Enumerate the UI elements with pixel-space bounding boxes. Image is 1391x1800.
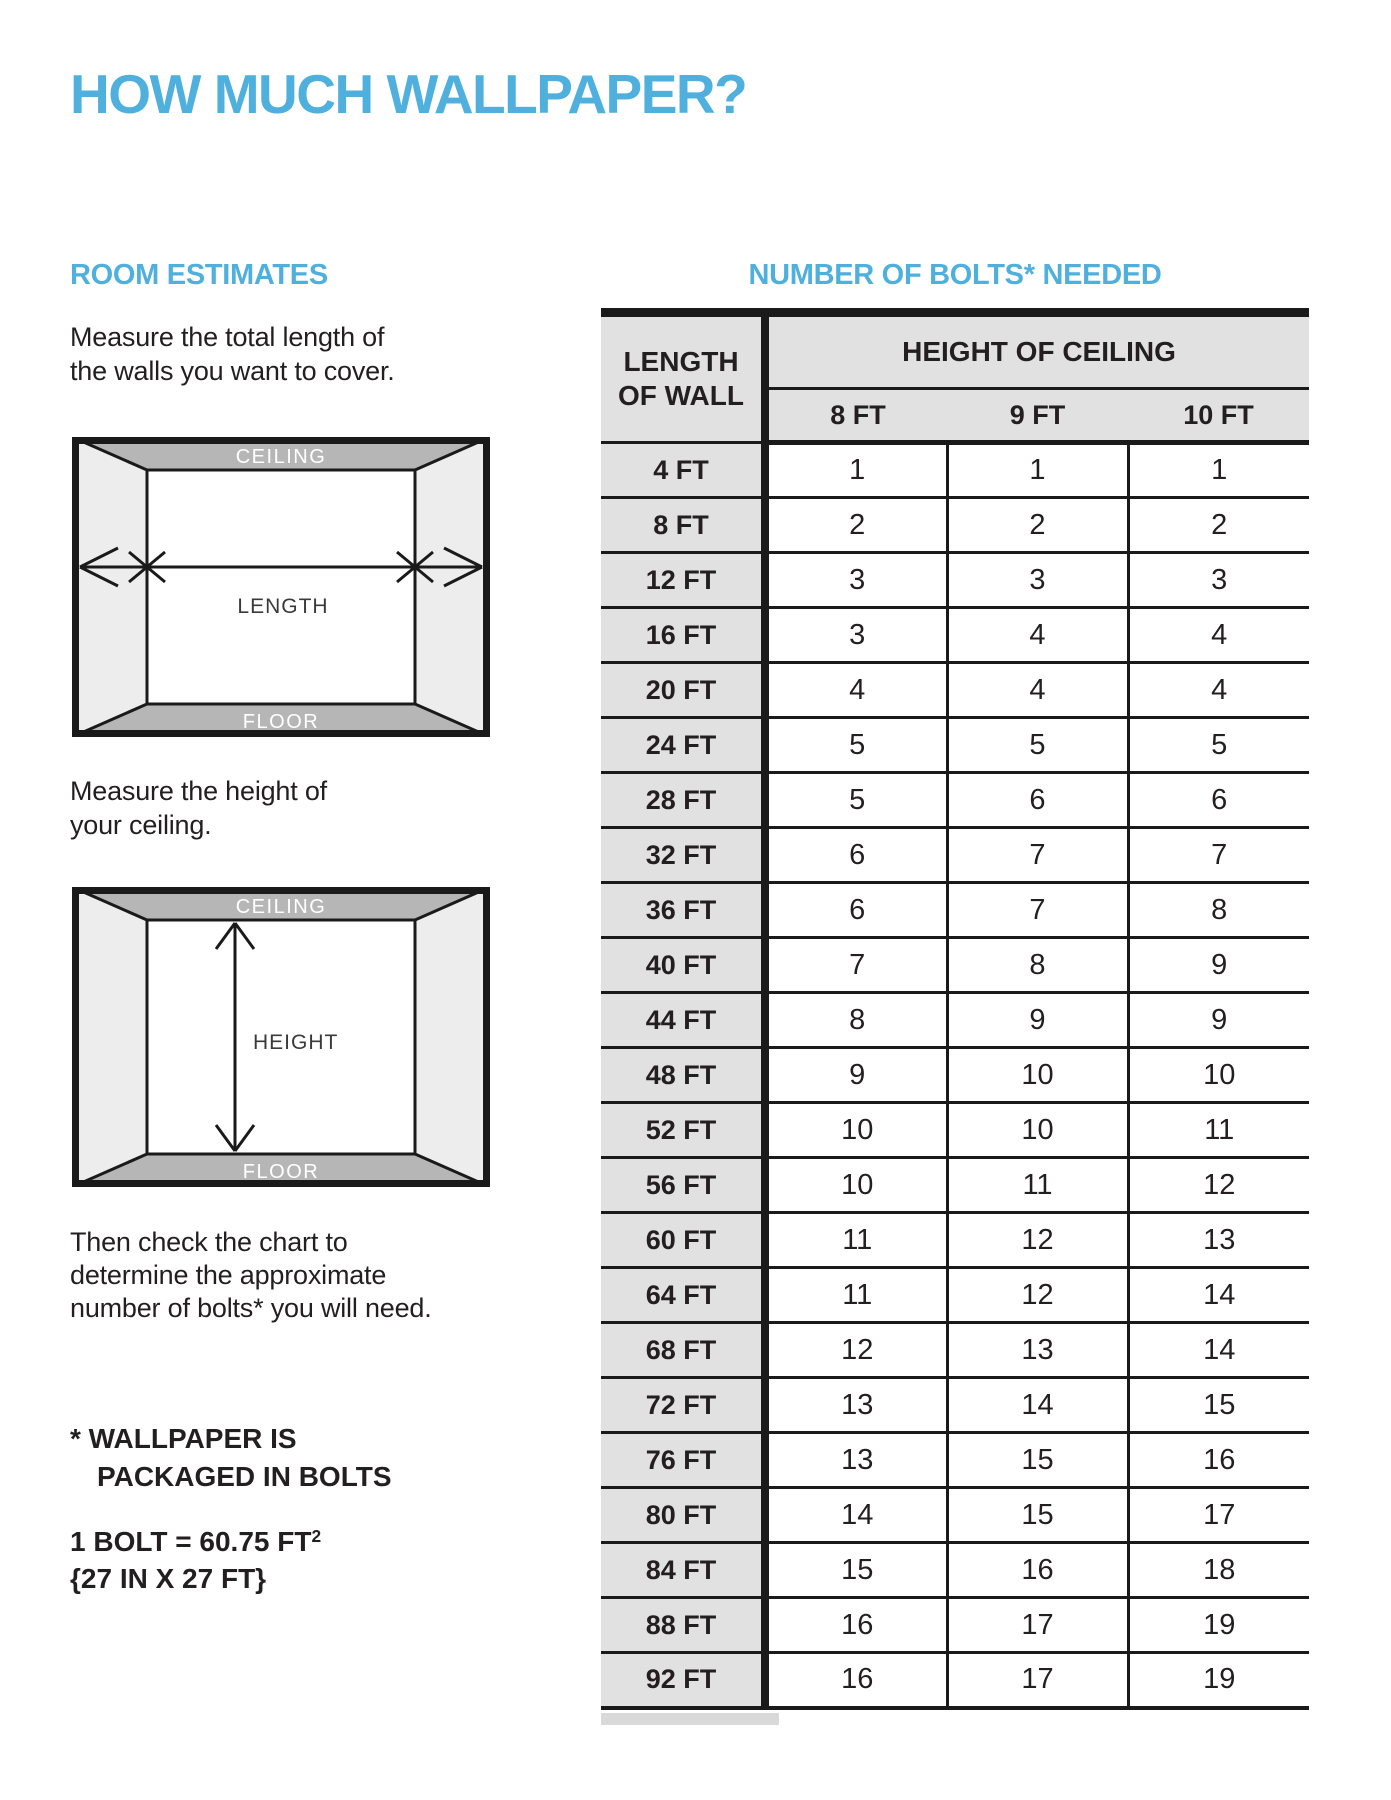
value-cell: 15: [947, 1488, 1128, 1543]
value-cell: 3: [765, 608, 947, 663]
value-cell: 6: [947, 773, 1128, 828]
value-cell: 16: [947, 1543, 1128, 1598]
text-line: LENGTH: [623, 346, 739, 377]
text-line: Measure the height of: [70, 776, 327, 806]
value-cell: 5: [765, 773, 947, 828]
value-cell: 10: [765, 1103, 947, 1158]
value-cell: 3: [947, 553, 1128, 608]
table-bottom-strip: [601, 1713, 779, 1725]
length-of-wall-header: [601, 313, 765, 443]
row-label: 12 FT: [601, 553, 765, 608]
row-label: 36 FT: [601, 883, 765, 938]
value-cell: 5: [947, 718, 1128, 773]
value-cell: 4: [1128, 663, 1309, 718]
value-cell: 9: [765, 1048, 947, 1103]
table-row: [601, 1158, 1309, 1213]
room-estimates-heading: ROOM ESTIMATES: [70, 259, 328, 291]
bolt-table-header: [601, 313, 1309, 443]
page-title: HOW MUCH WALLPAPER?: [70, 63, 747, 125]
value-cell: 7: [765, 938, 947, 993]
row-label: 88 FT: [601, 1598, 765, 1653]
table-row: [601, 663, 1309, 718]
value-cell: 8: [947, 938, 1128, 993]
table-row: [601, 938, 1309, 993]
value-cell: 3: [765, 553, 947, 608]
floor-label: FLOOR: [242, 711, 320, 733]
floor-label: FLOOR: [242, 1161, 320, 1183]
value-cell: 2: [947, 498, 1128, 553]
step1-text: [70, 320, 395, 388]
row-label: 28 FT: [601, 773, 765, 828]
value-cell: 11: [1128, 1103, 1309, 1158]
text-line: 1 BOLT = 60.75 FT: [70, 1526, 312, 1557]
value-cell: 2: [1128, 498, 1309, 553]
value-cell: 12: [765, 1323, 947, 1378]
value-cell: 6: [1128, 773, 1309, 828]
value-cell: 15: [947, 1433, 1128, 1488]
table-row: [601, 553, 1309, 608]
value-cell: 15: [1128, 1378, 1309, 1433]
col-header-9ft: 9 FT: [947, 389, 1128, 443]
step2-text: [70, 774, 327, 842]
value-cell: 13: [947, 1323, 1128, 1378]
value-cell: 14: [1128, 1268, 1309, 1323]
row-label: 72 FT: [601, 1378, 765, 1433]
text-line: Measure the total length of: [70, 322, 385, 352]
row-label: 84 FT: [601, 1543, 765, 1598]
length-label: LENGTH: [237, 595, 329, 618]
bolts-footnote: [70, 1420, 392, 1496]
value-cell: 1: [947, 443, 1128, 498]
bolt-dimensions: {27 IN X 27 FT}: [70, 1563, 267, 1594]
value-cell: 10: [1128, 1048, 1309, 1103]
value-cell: 19: [1128, 1653, 1309, 1708]
row-label: 40 FT: [601, 938, 765, 993]
height-label: HEIGHT: [253, 1031, 339, 1054]
row-label: 80 FT: [601, 1488, 765, 1543]
value-cell: 10: [765, 1158, 947, 1213]
text-line: PACKAGED IN BOLTS: [97, 1461, 392, 1492]
table-row: [601, 1103, 1309, 1158]
value-cell: 4: [947, 663, 1128, 718]
height-of-ceiling-header: HEIGHT OF CEILING: [765, 313, 1309, 389]
row-label: 48 FT: [601, 1048, 765, 1103]
text-line: OF WALL: [618, 380, 744, 411]
value-cell: 2: [765, 498, 947, 553]
value-cell: 14: [1128, 1323, 1309, 1378]
value-cell: 8: [1128, 883, 1309, 938]
ceiling-label: CEILING: [235, 446, 327, 468]
value-cell: 6: [765, 828, 947, 883]
bolts-needed-heading: NUMBER OF BOLTS* NEEDED: [748, 259, 1162, 291]
bolt-equation: [70, 1518, 321, 1560]
room-height-diagram: [72, 887, 490, 1187]
value-cell: 14: [765, 1488, 947, 1543]
value-cell: 5: [1128, 718, 1309, 773]
value-cell: 16: [765, 1598, 947, 1653]
value-cell: 4: [947, 608, 1128, 663]
value-cell: 18: [1128, 1543, 1309, 1598]
value-cell: 7: [1128, 828, 1309, 883]
value-cell: 11: [947, 1158, 1128, 1213]
row-label: 56 FT: [601, 1158, 765, 1213]
text-line: * WALLPAPER IS: [70, 1423, 297, 1454]
step3-text: [70, 1226, 432, 1325]
table-row: [601, 718, 1309, 773]
row-label: 8 FT: [601, 498, 765, 553]
row-label: 20 FT: [601, 663, 765, 718]
value-cell: 9: [1128, 938, 1309, 993]
room-length-diagram: [72, 437, 490, 737]
row-label: 64 FT: [601, 1268, 765, 1323]
table-row: [601, 1048, 1309, 1103]
value-cell: 3: [1128, 553, 1309, 608]
value-cell: 17: [947, 1653, 1128, 1708]
row-label: 92 FT: [601, 1653, 765, 1708]
table-row: [601, 1268, 1309, 1323]
table-row: [601, 1543, 1309, 1598]
row-label: 32 FT: [601, 828, 765, 883]
superscript: 2: [311, 1526, 322, 1546]
row-label: 24 FT: [601, 718, 765, 773]
row-label: 4 FT: [601, 443, 765, 498]
row-label: 16 FT: [601, 608, 765, 663]
bolt-table-body: [601, 443, 1309, 1708]
value-cell: 12: [947, 1268, 1128, 1323]
value-cell: 9: [947, 993, 1128, 1048]
value-cell: 1: [1128, 443, 1309, 498]
table-row: [601, 1378, 1309, 1433]
table-row: [601, 1598, 1309, 1653]
value-cell: 14: [947, 1378, 1128, 1433]
value-cell: 6: [765, 883, 947, 938]
value-cell: 11: [765, 1213, 947, 1268]
table-header-row: [601, 313, 1309, 389]
table-row: [601, 883, 1309, 938]
ceiling-label: CEILING: [235, 896, 327, 918]
row-label: 68 FT: [601, 1323, 765, 1378]
value-cell: 1: [765, 443, 947, 498]
text-line: the walls you want to cover.: [70, 356, 395, 386]
value-cell: 12: [947, 1213, 1128, 1268]
value-cell: 12: [1128, 1158, 1309, 1213]
table-row: [601, 1213, 1309, 1268]
table-row: [601, 993, 1309, 1048]
row-label: 52 FT: [601, 1103, 765, 1158]
table-row: [601, 828, 1309, 883]
table-row: [601, 1653, 1309, 1708]
table-row: [601, 498, 1309, 553]
value-cell: 8: [765, 993, 947, 1048]
value-cell: 16: [765, 1653, 947, 1708]
col-header-8ft: 8 FT: [765, 389, 947, 443]
value-cell: 16: [1128, 1433, 1309, 1488]
value-cell: 5: [765, 718, 947, 773]
table-row: [601, 773, 1309, 828]
text-line: determine the approximate: [70, 1260, 387, 1290]
col-header-10ft: 10 FT: [1128, 389, 1309, 443]
value-cell: 7: [947, 828, 1128, 883]
row-label: 60 FT: [601, 1213, 765, 1268]
table-row: [601, 1433, 1309, 1488]
value-cell: 15: [765, 1543, 947, 1598]
value-cell: 17: [1128, 1488, 1309, 1543]
table-row: [601, 1323, 1309, 1378]
value-cell: 7: [947, 883, 1128, 938]
value-cell: 9: [1128, 993, 1309, 1048]
value-cell: 10: [947, 1103, 1128, 1158]
value-cell: 4: [765, 663, 947, 718]
value-cell: 13: [765, 1433, 947, 1488]
value-cell: 13: [765, 1378, 947, 1433]
bolt-formula: [70, 1518, 321, 1597]
table-row: [601, 443, 1309, 498]
text-line: Then check the chart to: [70, 1227, 348, 1257]
value-cell: 13: [1128, 1213, 1309, 1268]
value-cell: 17: [947, 1598, 1128, 1653]
row-label: 76 FT: [601, 1433, 765, 1488]
text-line: number of bolts* you will need.: [70, 1293, 432, 1323]
value-cell: 19: [1128, 1598, 1309, 1653]
value-cell: 4: [1128, 608, 1309, 663]
text-line: your ceiling.: [70, 810, 212, 840]
value-cell: 11: [765, 1268, 947, 1323]
value-cell: 10: [947, 1048, 1128, 1103]
row-label: 44 FT: [601, 993, 765, 1048]
table-row: [601, 608, 1309, 663]
table-row: [601, 1488, 1309, 1543]
back-wall: [147, 470, 415, 704]
bolt-table: [601, 308, 1309, 1710]
